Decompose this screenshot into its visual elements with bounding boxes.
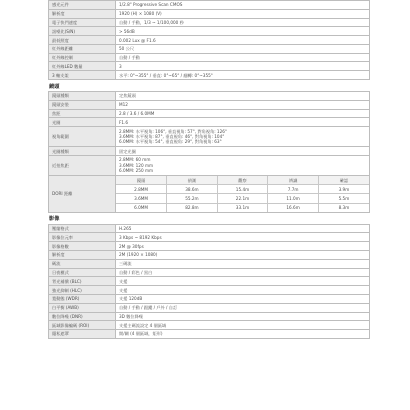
table-row [49,62,370,71]
dori-row [116,185,369,194]
row-value: 3D 數位降噪 [116,312,370,321]
dori-table [116,176,369,212]
row-value: 2M (1920 × 1080) [116,251,370,260]
row-key: 視角範圍 [49,127,116,147]
table-row [49,233,370,242]
dori-cell-value: 55.2m [167,194,218,203]
dori-cell-value: 5.5m [318,194,369,203]
dori-cell-value: 6.0MM [116,203,167,212]
dori-header: 觀察 [217,176,268,185]
row-key: 紅外線LED 數量 [49,62,116,71]
table-row [49,53,370,62]
row-key: 區域影像編碼 (ROI) [49,321,116,330]
table-row [49,251,370,260]
row-value: 三碼流 [116,259,370,268]
table-row [49,303,370,312]
dori-cell-value: 3.6MM [116,194,167,203]
dori-cell-value: 22.1m [217,194,268,203]
fov-line: 2.8MM: 水平視角: 106°, 垂直視角: 57°, 對角視角: 126° [119,128,228,134]
row-key: 鏡頭種類 [49,92,116,101]
near-line: 3.6MM: 120 mm [119,162,154,168]
near-line: 2.8MM: 60 mm [119,157,151,163]
dori-row [116,203,369,212]
row-key: 訊噪比(S/N) [49,27,116,36]
row-value: 支援主碼流設定 4 個區域 [116,321,370,330]
row-key: 解析度 [49,251,116,260]
dori-header-row [116,176,369,185]
row-key: DORI 距離 [49,175,116,212]
row-value: 0.002 Lux @ F1.6 [116,36,370,45]
table-row [49,175,370,212]
table-row [49,147,370,156]
dori-header: 偵測 [167,176,218,185]
table-row [49,1,370,10]
row-value: 水平: 0°~355° / 垂直: 0°~65° / 翻轉: 0°~355° [116,71,370,80]
dori-cell-value: 38.6m [167,185,218,194]
lens-table [48,91,370,213]
row-key: 背光補償 (BLC) [49,277,116,286]
row-key: 感光元件 [49,1,116,10]
row-key: 日夜模式 [49,268,116,277]
dori-cell-value: 2.8MM [116,185,167,194]
row-value: 3 Kbps ~ 8192 Kbps [116,233,370,242]
row-value: F1.6 [116,118,370,127]
row-key: 最低照度 [49,36,116,45]
table-row [49,268,370,277]
row-value: 支援 [116,286,370,295]
row-key: 光圈種類 [49,147,116,156]
table-row [49,36,370,45]
row-key: 影像位元率 [49,233,116,242]
row-value: > 56dB [116,27,370,36]
row-key: 寬動態 (WDR) [49,294,116,303]
lens-section-title: 鏡頭 [49,83,60,90]
row-value: 1920 (H) × 1080 (V) [116,9,370,18]
row-key: 電子快門速度 [49,18,116,27]
table-row [49,330,370,339]
dori-cell-value: 33.1m [217,203,268,212]
table-row [49,118,370,127]
row-value: 支援 [116,277,370,286]
row-value: 自動 / 手動 [116,53,370,62]
row-key: 近拍焦距 [49,155,116,175]
table-row [49,312,370,321]
row-value: 3 [116,62,370,71]
table-row [49,155,370,175]
row-value: 定焦鏡頭 [116,92,370,101]
row-key: 隱私遮罩 [49,330,116,339]
row-key: 紅外線距離 [49,44,116,53]
row-key: 強光抑制 (HLC) [49,286,116,295]
row-key: 紅外線控制 [49,53,116,62]
row-key: 光圈 [49,118,116,127]
row-key: 3 軸支架 [49,71,116,80]
row-value: 50 公尺 [116,44,370,53]
table-row [49,9,370,18]
row-key: 鏡頭安裝 [49,100,116,109]
table-row [49,127,370,147]
table-row [49,18,370,27]
near-line: 6.0MM: 250 mm [119,168,154,174]
dori-cell-value: 82.8m [167,203,218,212]
row-value: 自動 / 手動，1/3 ~ 1/100,000 秒 [116,18,370,27]
row-value: 2.8 / 3.6 / 6.0MM [116,109,370,118]
row-key: 壓縮格式 [49,224,116,233]
row-key: 碼流 [49,259,116,268]
table-row [49,286,370,295]
table-row [49,259,370,268]
near-values [116,155,370,175]
table-row [49,27,370,36]
dori-cell-value: 11.0m [268,194,319,203]
row-value: 自動 / 手動 / 跟蹤 / 戶外 / 自訂 [116,303,370,312]
fov-line: 3.6MM: 水平視角: 87°, 垂直視角: 46°, 對角視角: 104° [119,133,225,139]
dori-cell-value: 3.9m [318,185,369,194]
table-row [49,92,370,101]
dori-cell-value: 8.3m [318,203,369,212]
table-row [49,100,370,109]
row-key: 白平衡 (AWB) [49,303,116,312]
table-row [49,242,370,251]
dori-header: 確認 [318,176,369,185]
table-row [49,109,370,118]
dori-cell [116,175,370,212]
row-value: M12 [116,100,370,109]
sensor-table [48,0,370,80]
dori-row [116,194,369,203]
table-row [49,321,370,330]
row-value: 支援 120dB [116,294,370,303]
row-value: 固定光圈 [116,147,370,156]
dori-cell-value: 16.6m [268,203,319,212]
row-key: 數位降噪 (DNR) [49,312,116,321]
row-value: 2M @ 30fps [116,242,370,251]
row-value: 自動 / 彩色 / 黑白 [116,268,370,277]
dori-header: 鏡頭 [116,176,167,185]
table-row [49,44,370,53]
row-value: 開/關 (4 個區域，矩形) [116,330,370,339]
video-section-title: 影像 [49,216,60,223]
dori-header: 辨識 [268,176,319,185]
dori-cell-value: 7.7m [268,185,319,194]
row-value: 1/2.8" Progressive Scan CMOS [116,1,370,10]
table-row [49,71,370,80]
dori-cell-value: 15.4m [217,185,268,194]
video-table [48,224,370,339]
fov-values [116,127,370,147]
table-row [49,224,370,233]
row-value: H.265 [116,224,370,233]
spec-sheet [48,0,370,339]
table-row [49,294,370,303]
fov-line: 6.0MM: 水平視角: 54°, 垂直視角: 29°, 對角視角: 63° [119,139,222,145]
table-row [49,277,370,286]
row-key: 影像格數 [49,242,116,251]
row-key: 解析度 [49,9,116,18]
row-key: 焦距 [49,109,116,118]
